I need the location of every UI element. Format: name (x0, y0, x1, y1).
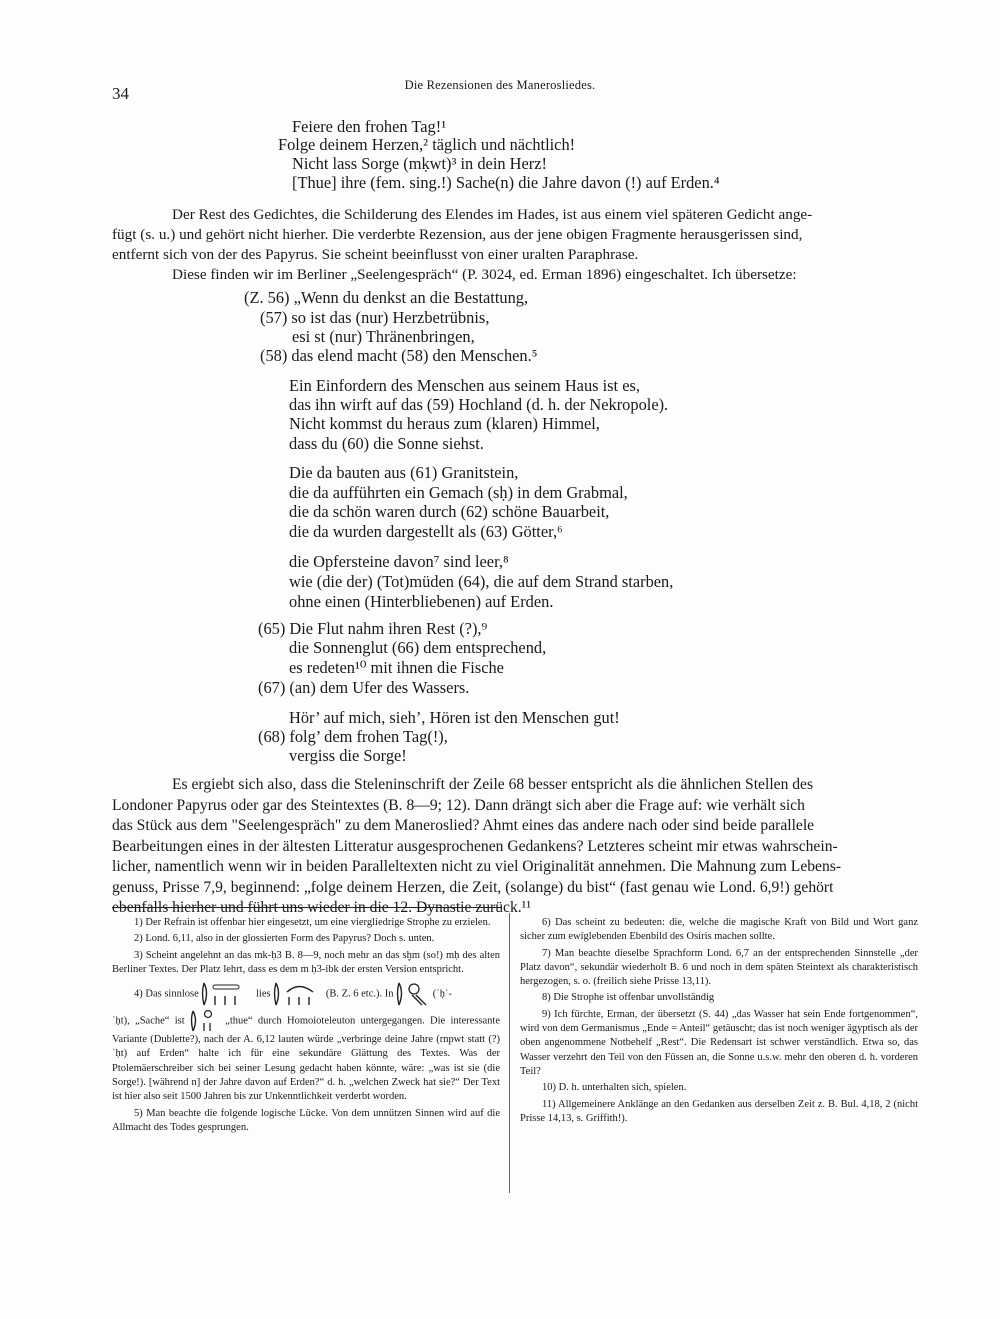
running-title: Die Rezensionen des Manerosliedes. (404, 78, 596, 92)
poem-line: (Z. 56) „Wenn du denkst an die Bestattung, (244, 288, 529, 307)
footnote: 3) Scheint angelehnt an das mk-ḥ3 B. 8—9, noch mehr an das sḫm (so!) mḥ des alten Berliner Textes. Der Platz lehrt, dass es dem m ḥ3-ỉbk der ersten Version entspricht. (112, 949, 500, 975)
prose-line: genuss, Prisse 7,9, beginnend: „folge deinem Herzen, die Zeit, (solange) du bist“ (fast genau wie Lond. 6,9!) gehört (112, 878, 834, 896)
verse-line: [Thue] ihre (fem. sing.!) Sache(n) die Jahre davon (!) auf Erden.⁴ (292, 173, 720, 192)
page-number: 34 (112, 84, 129, 103)
poem-line: vergiss die Sorge! (289, 746, 407, 765)
prose-line: fügt (s. u.) und gehört nicht hierher. Die verderbte Rezension, aus der jene obigen Fragmente herausgerissen sind, (112, 226, 803, 243)
hieroglyph-icon (273, 981, 323, 1007)
footnote: 5) Man beachte die folgende logische Lücke. Von dem unnützen Sinnen wird auf die Allmacht des Todes gesprungen. (112, 1107, 500, 1133)
prose-line: Londoner Papyrus oder gar des Steintextes (B. 8—9; 12). Dann drängt sich aber die Frage auf: wie verhält sich (112, 796, 805, 814)
poem-line: (65) Die Flut nahm ihren Rest (?),⁹ (258, 619, 488, 638)
footnote (112, 1009, 500, 1104)
footnote-text: (B. Z. 6 etc.). In (325, 988, 394, 1000)
poem-line: die Sonnenglut (66) dem entsprechend, (289, 638, 547, 657)
footnote: 7) Man beachte dieselbe Sprachform Lond. 6,7 an der entsprechenden Sinnstelle „der Platz davon“, sekundär wiederholt B. 6 und noch in dem späten Steintext als charakteristisch hergezogen, s. o. (freilich siehe Prisse 13,11). (520, 947, 918, 988)
footnote-text: „thue“ durch Homoioteleuton untergegangen. Die interessante Variante (Dublette?), nach der A. 6,12 lauten würde „verbringe deine Jahre (rnpwt statt (?) ʿḥt) auf Erden“ halte ich für eine sekundäre Glättung des Textes. Was der Ptolemäerschreiber sich bei seiner Lesung gedacht haben könnte, wäre: „was ist sie (die Sorge!). [während n] der Jahre davon auf Erden?“ d. h. „welchen Zweck hat sie?“ Der Text ist hier also seit 1500 Jahren bis zur Unkenntlichkeit verderbt worden. (112, 1015, 500, 1103)
footnotes-right (520, 916, 918, 1128)
poem-line: (67) (an) dem Ufer des Wassers. (258, 678, 470, 697)
prose-block (112, 775, 917, 919)
prose-line: Es ergiebt sich also, dass die Steleninschrift der Zeile 68 besser entspricht als die ähnlichen Stellen des (172, 776, 814, 793)
poem-line: Ein Einfordern des Menschen aus seinem Haus ist es, (289, 376, 640, 395)
prose-line: das Stück aus dem "Seelengespräch" zu dem Maneroslied? Ahmt eines das andere nach oder sind beide parallele (112, 817, 815, 834)
poem-line: es redeten¹⁰ mit ihnen die Fische (289, 658, 504, 677)
footnote (112, 981, 500, 1007)
poem-line: wie (die der) (Tot)müden (64), die auf dem Strand starben, (289, 572, 674, 591)
poem-line: Hör’ auf mich, sieh’, Hören ist den Menschen gut! (289, 708, 620, 727)
footnote: 6) Das scheint zu bedeuten: die, welche die magische Kraft von Bild und Wort ganz sicher zum ewiglebenden Ebenbild des Osiris machen sollte. (520, 917, 918, 943)
poem-line: esi st (nur) Thränenbringen, (292, 327, 475, 346)
footnote: 10) D. h. unterhalten sich, spielen. (542, 1082, 687, 1094)
footnote-text: (ʿḥʿ- (432, 988, 452, 1000)
prose-line: licher, namentlich wenn wir in beiden Paralleltexten nicht zu viel Originalität annehmen. Die Mahnung zum Lebens- (112, 858, 842, 875)
poem-line: (68) folg’ dem frohen Tag(!), (258, 727, 448, 746)
hieroglyph-icon (201, 981, 253, 1007)
hieroglyph-icon (396, 981, 430, 1007)
hieroglyph-icon (190, 1009, 220, 1033)
footnote-text: lies (256, 988, 271, 1000)
footnote: 9) Ich fürchte, Erman, der übersetzt (S. 44) „das Wasser hat sein Ende fortgenommen“, wird von dem Germanismus „Ende = Anteil“ getäuscht; das ist noch weniger ägyptisch als der oben angenommene Notbehelf „Rest“. Die Redensart ist schwer verständlich. Etwa so, das Wasser verzehrt den Teil von den Füssen an, die Sonne u.s.w. mehr den oberen d. h. vorderen Teil? (520, 1008, 918, 1077)
poem-line: die da schön waren durch (62) schöne Bauarbeit, (289, 502, 610, 521)
prose-line: entfernt sich von der des Papyrus. Sie scheint beeinflusst von einer uralten Paraphrase. (112, 246, 639, 263)
footnote-text: 4) Das sinnlose (134, 988, 199, 1000)
poem-line: das ihn wirft auf das (59) Hochland (d. h. der Nekropole). (289, 395, 669, 414)
footnote: 8) Die Strophe ist offenbar unvollständig (542, 992, 715, 1004)
poem-line: (58) das elend macht (58) den Menschen.⁵ (260, 346, 538, 365)
prose-line: Diese finden wir im Berliner „Seelengespräch“ (P. 3024, ed. Erman 1896) eingeschaltet. Ich übersetze: (172, 266, 797, 283)
prose-line: Der Rest des Gedichtes, die Schilderung des Elendes im Hades, ist aus einem viel späteren Gedicht ange- (172, 206, 813, 223)
prose-line: ebenfalls hierher und führt uns wieder in die 12. Dynastie zurück.¹¹ (112, 899, 531, 916)
poem-line: Die da bauten aus (61) Granitstein, (289, 463, 519, 482)
poem-line: Nicht kommst du heraus zum (klaren) Himmel, (289, 414, 600, 433)
poem-line: dass du (60) die Sonne siehst. (289, 434, 484, 453)
footnote: 1) Der Refrain ist offenbar hier eingesetzt, um eine viergliedrige Strophe zu erzielen. (134, 917, 491, 928)
verse-line: Folge deinem Herzen,² täglich und nächtlich! (278, 135, 576, 154)
footnote: 11) Allgemeinere Anklänge an den Gedanken aus derselben Zeit z. B. Bul. 4,18, 2 (nicht Prisse 14,13, s. Griffith!). (520, 1098, 918, 1124)
poem-line: (57) so ist das (nur) Herzbetrübnis, (260, 308, 490, 327)
footnotes-left (112, 916, 500, 1137)
footnote-rule (112, 907, 502, 908)
poem-line: die Opfersteine davon⁷ sind leer,⁸ (289, 552, 509, 571)
poem-line: ohne einen (Hinterbliebenen) auf Erden. (289, 592, 554, 611)
verse-line: Feiere den frohen Tag!¹ (292, 117, 447, 136)
prose-line: Bearbeitungen eines in der ältesten Litteratur ausgesprochenen Gedankens? Letzteres scheint mir etwas wahrschein- (112, 837, 838, 855)
footnote-text: ʿḥt), „Sache“ ist (112, 1015, 185, 1027)
poem-line: die da wurden dargestellt als (63) Götter,⁶ (289, 522, 563, 541)
poem-line: die da aufführten ein Gemach (sḥ) in dem Grabmal, (289, 483, 628, 502)
verse-line: Nicht lass Sorge (mḳwt)³ in dein Herz! (292, 154, 547, 173)
footnote: 2) Lond. 6,11, also in der glossierten Form des Papyrus? Doch s. unten. (134, 933, 435, 945)
column-divider (509, 913, 510, 1193)
